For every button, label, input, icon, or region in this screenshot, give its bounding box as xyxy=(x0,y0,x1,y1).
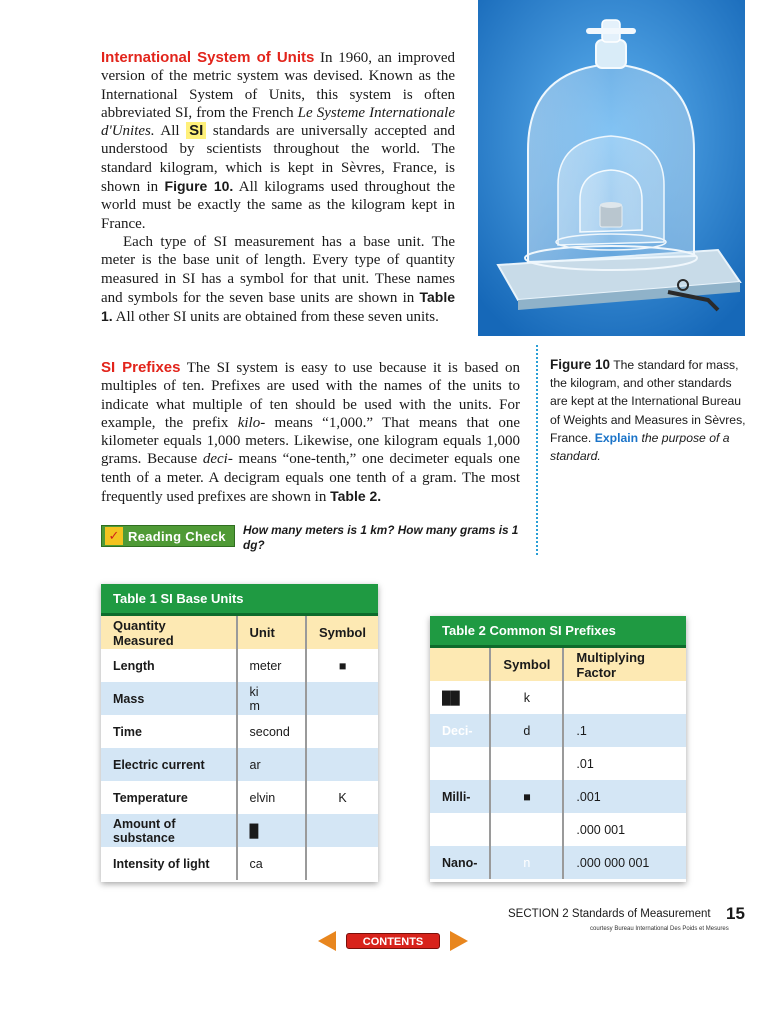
table-cell: k xyxy=(490,681,563,714)
table-cell: Intensity of light xyxy=(101,847,237,880)
table-1-grid xyxy=(101,616,378,880)
table-row xyxy=(101,682,378,715)
table-2-ref: Table 2. xyxy=(330,488,382,505)
reading-check-label: Reading Check xyxy=(128,528,226,544)
table-cell: second xyxy=(237,715,307,748)
table-2-header: Symbol xyxy=(490,648,563,681)
intro-paragraph xyxy=(101,49,455,233)
next-page-arrow-icon[interactable] xyxy=(450,931,468,951)
checkmark-icon: ✓ xyxy=(105,527,123,545)
table-2-title: Table 2 Common SI Prefixes xyxy=(430,616,686,648)
caption-label: Figure 10 xyxy=(550,357,611,372)
section-heading-prefixes: SI Prefixes xyxy=(101,359,181,376)
table-cell: elvin xyxy=(237,781,307,814)
table-row xyxy=(101,847,378,880)
table-2-header xyxy=(430,648,490,681)
kilo-term: kilo- xyxy=(237,414,266,431)
text-run: All other SI units are obtained from these seven units. xyxy=(112,309,439,326)
table-1-header: Quantity Measured xyxy=(101,616,237,649)
caption-divider xyxy=(536,345,538,555)
text-run: Each type of SI measurement has a base unit. The meter is the base unit of length. Every type of quantity measured in SI has a symbol for that unit. These names and symbols for the seven base units are shown in xyxy=(101,234,455,306)
deci-term: deci- xyxy=(202,451,233,468)
table-row xyxy=(430,780,686,813)
text-run: In 1960, an improved version of the metric system was devised. Known as the International System of Units, this system is often abbreviated SI, from the French xyxy=(101,50,455,121)
table-1-ref: Table 1. xyxy=(101,288,455,325)
base-unit-paragraph xyxy=(101,233,455,326)
table-cell: Deci- xyxy=(430,714,490,747)
table-cell xyxy=(306,715,378,748)
figure-caption xyxy=(550,356,750,465)
table-common-si-prefixes xyxy=(430,616,686,882)
table-cell: .001 xyxy=(563,780,686,813)
text-run: All kilograms used throughout the world must be exactly the same as the kilogram kept in France. xyxy=(101,179,456,232)
table-cell: .000 001 xyxy=(563,813,686,846)
table-1-header: Symbol xyxy=(306,616,378,649)
table-cell: ■ xyxy=(490,780,563,813)
table-cell: Mass xyxy=(101,682,237,715)
table-cell: Electric current xyxy=(101,748,237,781)
table-row xyxy=(430,681,686,714)
text-run: means “1,000.” That means that one kilometer equals 1,000 meters. Likewise, one kilogram equals 1,000 grams. Because xyxy=(101,414,521,468)
bell-jar-illustration xyxy=(478,0,745,336)
previous-page-arrow-icon[interactable] xyxy=(318,931,336,951)
caption-explain: Explain xyxy=(594,430,639,445)
table-cell xyxy=(563,681,686,714)
reading-check-badge[interactable] xyxy=(101,525,235,547)
table-si-base-units xyxy=(101,584,378,882)
table-cell: meter xyxy=(237,649,307,682)
table-cell xyxy=(430,813,490,846)
french-name: Le Systeme Internationale d'Unites. xyxy=(101,104,455,140)
table-row xyxy=(430,813,686,846)
table-cell xyxy=(490,747,563,780)
table-row xyxy=(101,814,378,847)
table-cell: Temperature xyxy=(101,781,237,814)
table-cell: ca xyxy=(237,847,307,880)
table-cell: ki m xyxy=(237,682,307,715)
table-2-grid xyxy=(430,648,686,879)
kilogram-photo xyxy=(478,0,745,336)
table-row xyxy=(101,781,378,814)
table-cell xyxy=(306,682,378,715)
prefixes-paragraph xyxy=(101,359,520,506)
caption-prompt: the purpose of a standard. xyxy=(550,430,730,464)
table-cell xyxy=(306,814,378,847)
table-cell: Amount of substance xyxy=(101,814,237,847)
page-number: 15 xyxy=(726,904,745,923)
table-cell: d xyxy=(490,714,563,747)
table-cell: Nano- xyxy=(430,846,490,879)
table-cell xyxy=(490,813,563,846)
table-cell: ar xyxy=(237,748,307,781)
table-cell xyxy=(430,747,490,780)
table-1-title: Table 1 SI Base Units xyxy=(101,584,378,616)
table-cell xyxy=(306,847,378,880)
table-cell: ██ xyxy=(430,681,490,714)
photo-credit: courtesy Bureau International Des Poids et Mesures xyxy=(590,926,729,932)
text-run: All xyxy=(154,123,187,140)
table-2-header: Multiplying Factor xyxy=(563,648,686,681)
text-run: The SI system is easy to use because it is based on multiples of ten. Prefixes are used with the names of the units to indicate what multiple of ten should be used with the units. For example, the prefix xyxy=(101,360,520,431)
table-row xyxy=(101,748,378,781)
page-navigation xyxy=(318,930,468,952)
table-cell: Time xyxy=(101,715,237,748)
table-cell: Milli- xyxy=(430,780,490,813)
caption-text: The standard for mass, the kilogram, and other standards are kept at the International Bureau of Weights and Measures in Sèvres, France. xyxy=(550,358,746,445)
table-cell: .1 xyxy=(563,714,686,747)
table-cell: K xyxy=(306,781,378,814)
si-highlight-link[interactable]: SI xyxy=(186,122,206,139)
section-footer: SECTION 2 Standards of Measurement xyxy=(508,908,711,920)
section-heading-si: International System of Units xyxy=(101,49,315,66)
table-row xyxy=(101,649,378,682)
table-cell: Length xyxy=(101,649,237,682)
reading-check-question: How many meters is 1 km? How many grams is 1 dg? xyxy=(243,523,519,552)
table-cell: █ xyxy=(237,814,307,847)
text-run: standards are universally accepted and understood by scientists throughout the world. The standard kilogram, which is kept in Sèvres, France, is shown in xyxy=(101,123,455,196)
text-run: means “one-tenth,” one decimeter equals one tenth of a meter. A decigram equals one tenth of a gram. The most frequently used prefixes are shown in xyxy=(101,451,520,506)
table-cell: ■ xyxy=(306,649,378,682)
table-cell xyxy=(306,748,378,781)
table-cell: .01 xyxy=(563,747,686,780)
figure-10-ref: Figure 10. xyxy=(164,178,234,195)
table-row xyxy=(430,846,686,879)
table-cell: n xyxy=(490,846,563,879)
table-row xyxy=(101,715,378,748)
contents-button[interactable]: CONTENTS xyxy=(346,933,440,949)
table-cell: .000 000 001 xyxy=(563,846,686,879)
table-row xyxy=(430,714,686,747)
table-row xyxy=(430,747,686,780)
table-1-header: Unit xyxy=(237,616,307,649)
